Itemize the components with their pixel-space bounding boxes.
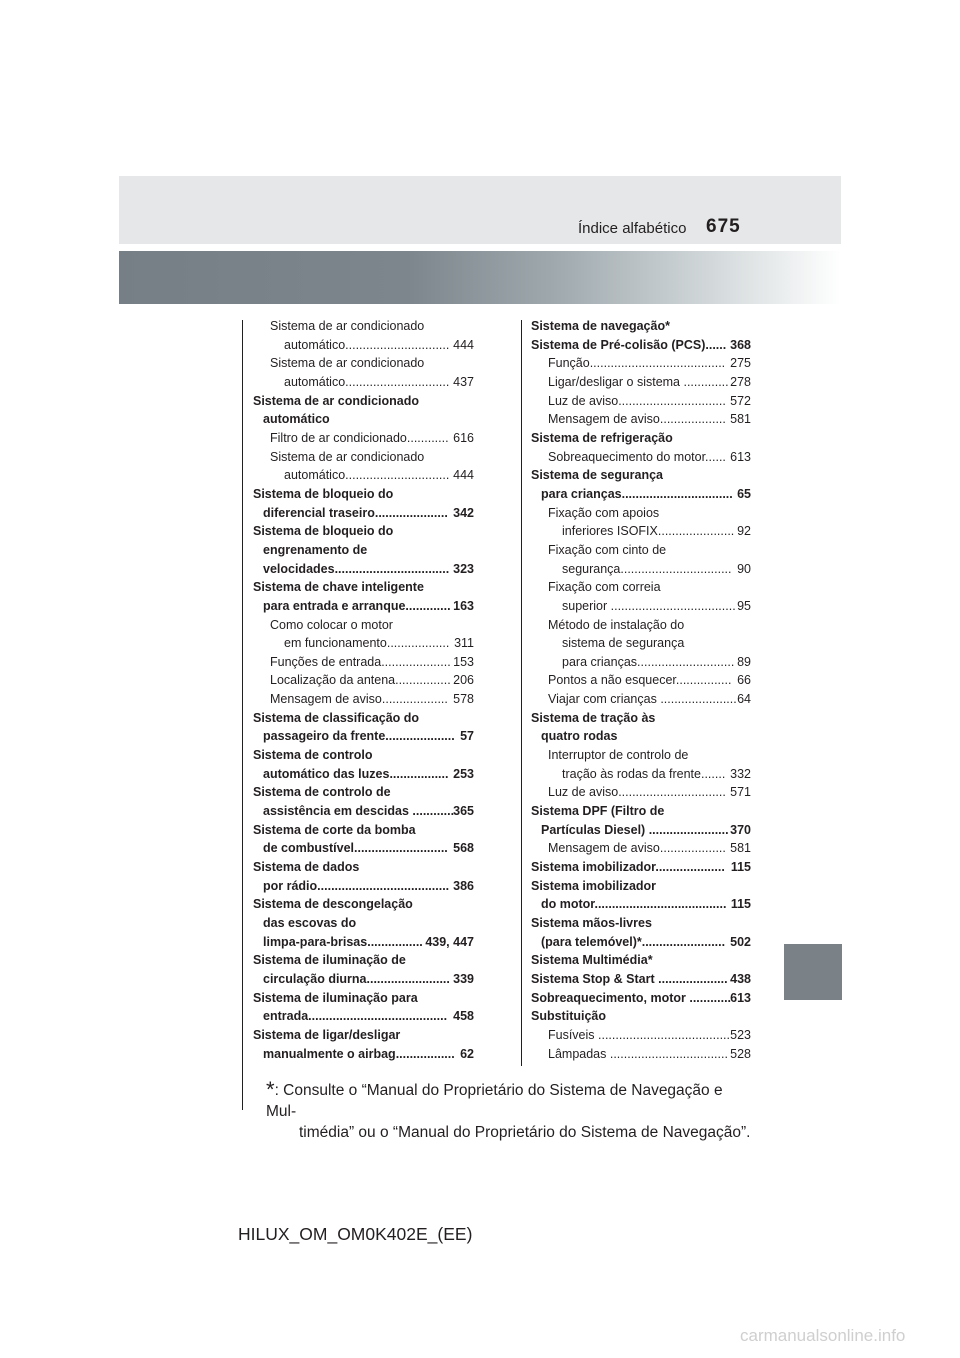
index-entry-line <box>253 933 474 952</box>
index-entry-line <box>531 541 751 560</box>
index-entry-page: 90 <box>737 561 751 576</box>
index-entry-term: para entrada e arranque <box>263 598 406 613</box>
index-entry-line <box>253 373 474 392</box>
index-entry-line <box>253 671 474 690</box>
dot-leader: .............................. <box>345 374 450 389</box>
dot-leader: ............. <box>683 374 729 389</box>
index-entry-page: 339 <box>453 971 474 986</box>
index-entry-page: 368 <box>730 337 751 352</box>
dot-leader: .................... <box>381 654 451 669</box>
index-entry-page: 581 <box>730 412 751 427</box>
footnote-marker: * <box>266 1077 275 1102</box>
index-entry-line <box>253 1045 474 1064</box>
index-entry-term: Luz de aviso <box>548 393 619 408</box>
index-entry-page: 206 <box>453 673 474 688</box>
index-entry-line <box>531 336 751 355</box>
index-entry-page: 439, 447 <box>425 934 474 949</box>
index-entry-page: 365 <box>453 804 474 819</box>
index-entry-line <box>531 839 751 858</box>
index-entry-line <box>253 783 474 802</box>
page-number: 675 <box>706 216 741 237</box>
index-entry-term: do motor <box>541 897 595 912</box>
index-entry-term: Sistema mãos-livres <box>531 916 652 930</box>
index-entry-term: Fixação com cinto de <box>548 542 667 557</box>
index-entry-term: Fixação com correia <box>548 580 661 595</box>
section-title: Índice alfabético <box>578 220 687 237</box>
index-entry-term: para crianças <box>562 654 638 669</box>
index-entry-page: 502 <box>730 934 751 949</box>
index-entry-term: Sobreaquecimento do motor <box>548 449 706 464</box>
index-entry-page: 370 <box>730 822 751 837</box>
dot-leader: .............................. <box>345 468 450 483</box>
index-entry-line <box>531 429 751 448</box>
index-entry-line <box>531 1045 751 1064</box>
dot-leader: ................................. <box>334 561 450 576</box>
index-entry-term: quatro rodas <box>541 729 618 744</box>
index-entry-term: Sistema de refrigeração <box>531 430 673 445</box>
index-column-left <box>253 317 474 1063</box>
dot-leader: .................... <box>655 860 725 875</box>
index-entry-line <box>531 485 751 504</box>
dot-leader: ................... <box>659 841 726 856</box>
index-entry-line <box>531 709 751 728</box>
dot-leader: ................ <box>395 673 451 688</box>
dot-leader: ................. <box>395 1046 455 1061</box>
index-entry-page: 275 <box>730 356 751 371</box>
index-entry-page: 64 <box>737 692 751 707</box>
column-divider <box>521 320 522 1066</box>
index-entry-term: Filtro de ar condicionado <box>270 430 407 445</box>
index-entry-term: Função <box>548 356 590 371</box>
index-entry-term: Mensagem de aviso <box>548 841 660 856</box>
index-entry-line <box>531 933 751 952</box>
index-entry-line <box>253 578 474 597</box>
index-entry-page: 153 <box>453 654 474 669</box>
index-entry-page: 613 <box>730 449 751 464</box>
index-entry-term: velocidades <box>263 561 335 576</box>
dot-leader: ........................... <box>354 841 448 856</box>
index-entry-term: Substituição <box>531 1009 607 1024</box>
index-entry-line <box>253 504 474 523</box>
left-rule <box>242 320 243 1110</box>
index-entry-line <box>531 783 751 802</box>
index-entry-term: Sistema de bloqueio do <box>253 524 394 539</box>
index-entry-line <box>253 821 474 840</box>
dot-leader: ........................ <box>641 934 726 949</box>
dot-leader: ................... <box>381 692 448 707</box>
index-entry-term: Sistema imobilizador <box>531 878 657 893</box>
index-entry-term: Sistema de controlo de <box>253 785 391 800</box>
index-entry-line <box>253 877 474 896</box>
index-entry-page: 458 <box>453 1009 474 1024</box>
index-entry-term: Pontos a não esquecer <box>548 673 676 688</box>
index-entry-term: Fusíveis <box>548 1027 599 1042</box>
index-entry-term: assistência em descidas <box>263 804 413 819</box>
index-entry-term: superior <box>562 598 611 613</box>
dot-leader: ................ <box>367 934 423 949</box>
index-entry-line <box>531 951 751 970</box>
index-entry-term: Sistema de ar condicionado <box>253 393 420 408</box>
index-entry-line <box>531 522 751 541</box>
index-entry-term: inferiores ISOFIX <box>562 524 658 539</box>
index-entry-line <box>253 653 474 672</box>
dot-leader: ................... <box>659 412 726 427</box>
index-entry-line <box>253 690 474 709</box>
dot-leader: ............ <box>412 804 455 819</box>
index-entry-line <box>531 560 751 579</box>
index-entry-line <box>253 354 474 373</box>
index-entry-line <box>253 1007 474 1026</box>
index-entry-line <box>531 448 751 467</box>
index-entry-term: automático <box>284 337 346 352</box>
index-entry-page: 323 <box>453 561 474 576</box>
dot-leader: ....... <box>700 766 726 781</box>
index-entry-term: Sistema de ligar/desligar <box>253 1027 401 1042</box>
index-entry-page: 332 <box>730 766 751 781</box>
dot-leader: ................ <box>675 673 732 688</box>
index-entry-line <box>253 802 474 821</box>
index-entry-page: 253 <box>453 766 474 781</box>
index-entry-page: 89 <box>737 654 751 669</box>
index-entry-term: entrada <box>263 1009 309 1024</box>
dot-leader: ...... <box>705 449 726 464</box>
index-entry-page: 163 <box>453 598 474 613</box>
dot-leader: .................... <box>385 729 455 744</box>
dot-leader: ............ <box>689 990 732 1005</box>
index-entry-term: Interruptor de controlo de <box>548 748 689 763</box>
index-entry-term: em funcionamento <box>284 636 387 651</box>
index-entry-line <box>531 653 751 672</box>
header-gradient-bar <box>119 251 841 304</box>
index-entry-line <box>253 1026 474 1045</box>
index-entry-term: circulação diurna <box>263 971 367 986</box>
index-entry-term: Sistema de tração às <box>531 710 656 725</box>
index-entry-term: Ligar/desligar o sistema <box>548 374 684 389</box>
index-entry-page: 437 <box>453 374 474 389</box>
index-entry-page: 57 <box>460 729 474 744</box>
dot-leader: ............. <box>405 598 451 613</box>
index-entry-page: 115 <box>730 860 751 875</box>
index-entry-term: por rádio <box>263 878 318 893</box>
index-entry-line <box>531 1026 751 1045</box>
index-entry-line <box>253 448 474 467</box>
index-entry-term: Sistema de iluminação para <box>253 990 418 1005</box>
index-entry-term: Mensagem de aviso <box>270 692 382 707</box>
index-entry-term: manualmente o airbag <box>263 1046 396 1061</box>
index-entry-term: Sistema de ar condicionado <box>270 319 425 333</box>
dot-leader: ........................ <box>366 971 450 986</box>
index-entry-line <box>531 690 751 709</box>
index-entry-term: Sistema de segurança <box>531 468 664 483</box>
index-entry-page: 66 <box>737 673 751 688</box>
dot-leader: ................................ <box>620 561 732 576</box>
index-entry-line <box>531 970 751 989</box>
index-entry-term: passageiro da frente <box>263 729 386 744</box>
dot-leader: ............................... <box>618 785 726 800</box>
index-entry-term: diferencial traseiro <box>263 505 375 520</box>
index-entry-term: Luz de aviso <box>548 785 619 800</box>
index-entry-line <box>253 410 474 429</box>
index-entry-page: 62 <box>460 1046 474 1061</box>
dot-leader: ............ <box>406 430 449 445</box>
index-entry-line <box>253 485 474 504</box>
index-entry-term: Sistema Stop & Start <box>531 971 659 986</box>
dot-leader: .................. <box>386 636 450 651</box>
index-entry-line <box>253 466 474 485</box>
index-entry-line <box>253 522 474 541</box>
index-entry-line <box>531 821 751 840</box>
index-entry-page: 572 <box>730 393 751 408</box>
index-entry-term: automático <box>284 468 346 483</box>
index-entry-term: Sistema de controlo <box>253 748 373 763</box>
index-entry-page: 386 <box>453 878 474 893</box>
index-entry-term: engrenamento de <box>263 542 368 557</box>
index-entry-page: 444 <box>453 337 474 352</box>
index-entry-line <box>253 970 474 989</box>
index-entry-line <box>531 410 751 429</box>
index-entry-line <box>531 1007 751 1026</box>
dot-leader: .................... <box>658 971 728 986</box>
index-entry-page: 95 <box>737 598 751 613</box>
dot-leader: ...................... <box>657 524 735 539</box>
index-entry-term: Lâmpadas <box>548 1046 610 1061</box>
index-entry-line <box>253 858 474 877</box>
dot-leader: ...... <box>705 337 727 352</box>
dot-leader: ..................... <box>374 505 448 520</box>
index-entry-term: Sistema de Pré-colisão (PCS) <box>531 337 706 352</box>
index-entry-page: 616 <box>453 430 474 445</box>
dot-leader: ............................ <box>637 654 735 669</box>
footnote-line-1: : Consulte o “Manual do Proprietário do Sistema de Navegação e Mul- <box>266 1082 723 1120</box>
index-entry-line <box>253 895 474 914</box>
index-entry-term: Sistema Multimédia* <box>531 953 653 968</box>
index-entry-page: 578 <box>453 692 474 707</box>
index-entry-term: Sistema de classificação do <box>253 710 420 725</box>
index-entry-line <box>531 727 751 746</box>
index-entry-term: segurança <box>562 561 621 576</box>
index-entry-page: 438 <box>730 971 751 986</box>
index-entry-term: tração às rodas da frente <box>562 766 701 781</box>
index-entry-term: Fixação com apoios <box>548 505 660 520</box>
index-entry-term: Sistema de chave inteligente <box>253 580 424 595</box>
index-entry-term: Sobreaquecimento, motor <box>531 990 690 1005</box>
index-entry-line <box>531 802 751 821</box>
document-code: HILUX_OM_OM0K402E_(EE) <box>238 1224 473 1244</box>
index-entry-line <box>531 466 751 485</box>
index-entry-line <box>531 914 751 933</box>
index-entry-page: 571 <box>730 785 751 800</box>
index-entry-page: 65 <box>737 486 751 501</box>
index-entry-term: Sistema DPF (Filtro de <box>531 804 665 819</box>
index-entry-page: 523 <box>730 1027 751 1042</box>
index-entry-term: Sistema de ar condicionado <box>270 449 425 464</box>
index-entry-term: Sistema de iluminação de <box>253 953 406 968</box>
dot-leader: ........................................ <box>308 1009 448 1024</box>
index-entry-term: Sistema de corte da bomba <box>253 822 416 837</box>
footnote-line-2: timédia” ou o “Manual do Proprietário do Sistema de Navegação”. <box>299 1124 751 1141</box>
index-entry-line <box>531 765 751 784</box>
index-entry-term: (para telemóvel)* <box>541 934 642 949</box>
index-entry-line <box>253 746 474 765</box>
index-entry-page: 115 <box>730 897 751 912</box>
index-entry-line <box>253 429 474 448</box>
index-entry-line <box>253 597 474 616</box>
index-entry-line <box>531 317 751 336</box>
index-entry-line <box>253 727 474 746</box>
index-entry-term: para crianças <box>541 486 622 501</box>
dot-leader: ....................................... <box>589 356 726 371</box>
index-entry-line <box>531 392 751 411</box>
index-entry-page: 278 <box>730 374 751 389</box>
index-entry-term: Viajar com crianças <box>548 692 661 707</box>
index-entry-line <box>531 746 751 765</box>
index-entry-line <box>253 560 474 579</box>
watermark: carmanualsonline.info <box>740 1326 906 1345</box>
index-entry-line <box>531 671 751 690</box>
index-entry-line <box>253 616 474 635</box>
dot-leader: ...................................... <box>598 1027 730 1042</box>
index-entry-page: 92 <box>737 524 751 539</box>
index-entry-term: sistema de segurança <box>562 636 685 651</box>
index-entry-line <box>531 354 751 373</box>
index-entry-term: Localização da antena <box>270 673 396 688</box>
index-entry-term: Funções de entrada <box>270 654 382 669</box>
section-thumb-tab <box>784 944 842 1000</box>
index-entry-term: das escovas do <box>263 916 357 930</box>
index-entry-page: 568 <box>453 841 474 856</box>
dot-leader: ....................... <box>648 822 729 837</box>
index-entry-line <box>531 578 751 597</box>
index-entry-line <box>253 317 474 336</box>
index-entry-term: limpa-para-brisas <box>263 934 368 949</box>
index-entry-line <box>253 336 474 355</box>
dot-leader: .................................... <box>610 598 736 613</box>
dot-leader: .................................. <box>609 1046 728 1061</box>
dot-leader: ............................... <box>618 393 726 408</box>
index-entry-term: Sistema de descongelação <box>253 897 413 912</box>
index-entry-line <box>253 709 474 728</box>
index-entry-term: Mensagem de aviso <box>548 412 660 427</box>
index-entry-line <box>531 895 751 914</box>
index-entry-page: 342 <box>453 505 474 520</box>
index-entry-term: Sistema de ar condicionado <box>270 356 425 371</box>
index-entry-line <box>253 839 474 858</box>
index-entry-page: 528 <box>730 1046 751 1061</box>
index-entry-term: Sistema imobilizador <box>531 860 656 875</box>
index-entry-term: automático <box>263 412 330 427</box>
index-entry-page: 444 <box>453 468 474 483</box>
index-entry-line <box>253 634 474 653</box>
dot-leader: ................................ <box>621 486 733 501</box>
index-entry-term: Sistema de bloqueio do <box>253 486 394 501</box>
index-entry-term: Partículas Diesel) <box>541 822 649 837</box>
index-entry-line <box>531 616 751 635</box>
dot-leader: ...................... <box>660 692 737 707</box>
index-entry-line <box>253 541 474 560</box>
index-entry-line <box>531 597 751 616</box>
index-entry-term: de combustível <box>263 841 354 856</box>
index-entry-line <box>531 504 751 523</box>
footnote <box>266 1079 756 1143</box>
index-entry-line <box>253 951 474 970</box>
index-column-right <box>531 317 751 1063</box>
index-entry-term: automático das luzes <box>263 766 390 781</box>
index-entry-term: Sistema de dados <box>253 860 360 875</box>
index-entry-term: Método de instalação do <box>548 617 685 632</box>
dot-leader: .............................. <box>345 337 450 352</box>
index-entry-page: 311 <box>454 636 474 651</box>
index-entry-line <box>253 392 474 411</box>
dot-leader: ................. <box>389 766 449 781</box>
index-entry-line <box>253 765 474 784</box>
index-entry-line <box>253 989 474 1008</box>
index-entry-term: Como colocar o motor <box>270 617 393 632</box>
dot-leader: ...................................... <box>594 897 727 912</box>
dot-leader: ...................................... <box>317 878 450 893</box>
index-entry-line <box>531 634 751 653</box>
index-entry-line <box>531 858 751 877</box>
index-entry-line <box>253 914 474 933</box>
index-entry-page: 581 <box>730 841 751 856</box>
index-entry-term: Sistema de navegação* <box>531 319 670 333</box>
index-entry-page: 613 <box>730 990 751 1005</box>
index-entry-term: automático <box>284 374 346 389</box>
index-entry-line <box>531 877 751 896</box>
index-entry-line <box>531 373 751 392</box>
index-entry-line <box>531 989 751 1008</box>
